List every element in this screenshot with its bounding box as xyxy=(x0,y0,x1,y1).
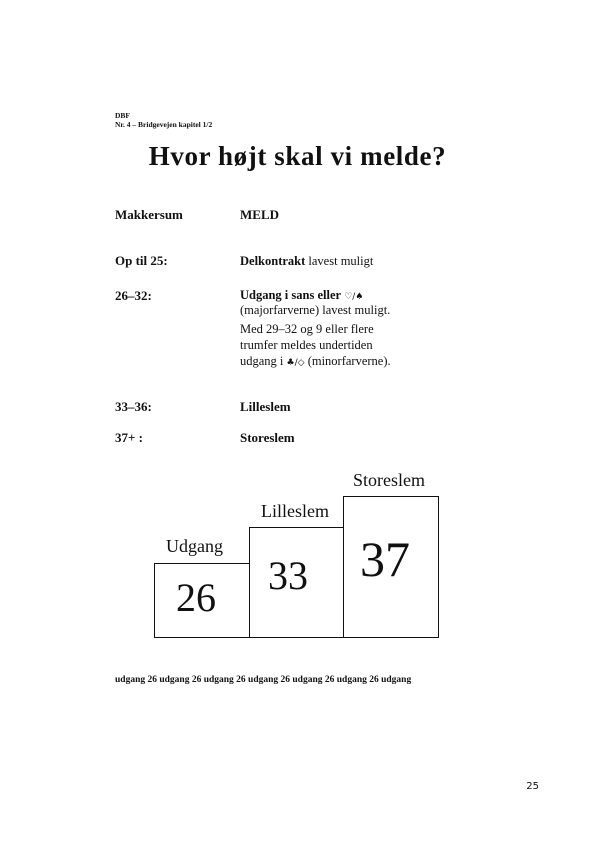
step-label-udgang: Udgang xyxy=(166,536,223,556)
meld-line: (majorfarverne) lavest muligt. xyxy=(240,303,391,317)
meld-bold: Udgang i sans eller xyxy=(240,288,342,302)
meld-text: (minorfarverne). xyxy=(307,354,391,368)
meld-text: lavest muligt xyxy=(305,254,374,268)
step-number-udgang: 26 xyxy=(176,575,216,620)
meld-line xyxy=(240,354,391,371)
footer-text: udgang 26 udgang 26 udgang 26 udgang 26 udgang 26 udgang 26 udgang xyxy=(115,675,412,685)
meld-line: Med 29–32 og 9 eller flere xyxy=(240,322,374,336)
page-number: 25 xyxy=(526,781,539,792)
row-range: Op til 25: xyxy=(115,253,168,268)
row-range: 37+ : xyxy=(115,430,143,445)
step-number-storeslem: 37 xyxy=(360,531,410,587)
row-range: 26–32: xyxy=(115,288,152,303)
row-meld: Storeslem xyxy=(240,430,295,445)
step-label-storeslem: Storeslem xyxy=(353,470,425,490)
row-meld: Lilleslem xyxy=(240,399,291,414)
publication-name: DBF xyxy=(115,111,130,120)
step-number-lilleslem: 33 xyxy=(268,553,308,598)
column-heading-meld: MELD xyxy=(240,207,279,222)
club-diamond-icon: ♣/◇ xyxy=(286,358,305,368)
row-range: 33–36: xyxy=(115,399,152,414)
heart-spade-icon: ♡/♠ xyxy=(344,292,364,302)
page-title: Hvor højt skal vi melde? xyxy=(148,141,447,171)
column-heading-makkersum: Makkersum xyxy=(115,207,183,222)
meld-line: trumfer meldes undertiden xyxy=(240,338,373,352)
meld-bold: Delkontrakt xyxy=(240,254,306,268)
meld-text: udgang i xyxy=(240,354,284,368)
row-meld xyxy=(240,254,373,269)
step-label-lilleslem: Lilleslem xyxy=(261,501,329,521)
issue-info: Nr. 4 – Bridgevejen kapitel 1/2 xyxy=(115,120,213,129)
